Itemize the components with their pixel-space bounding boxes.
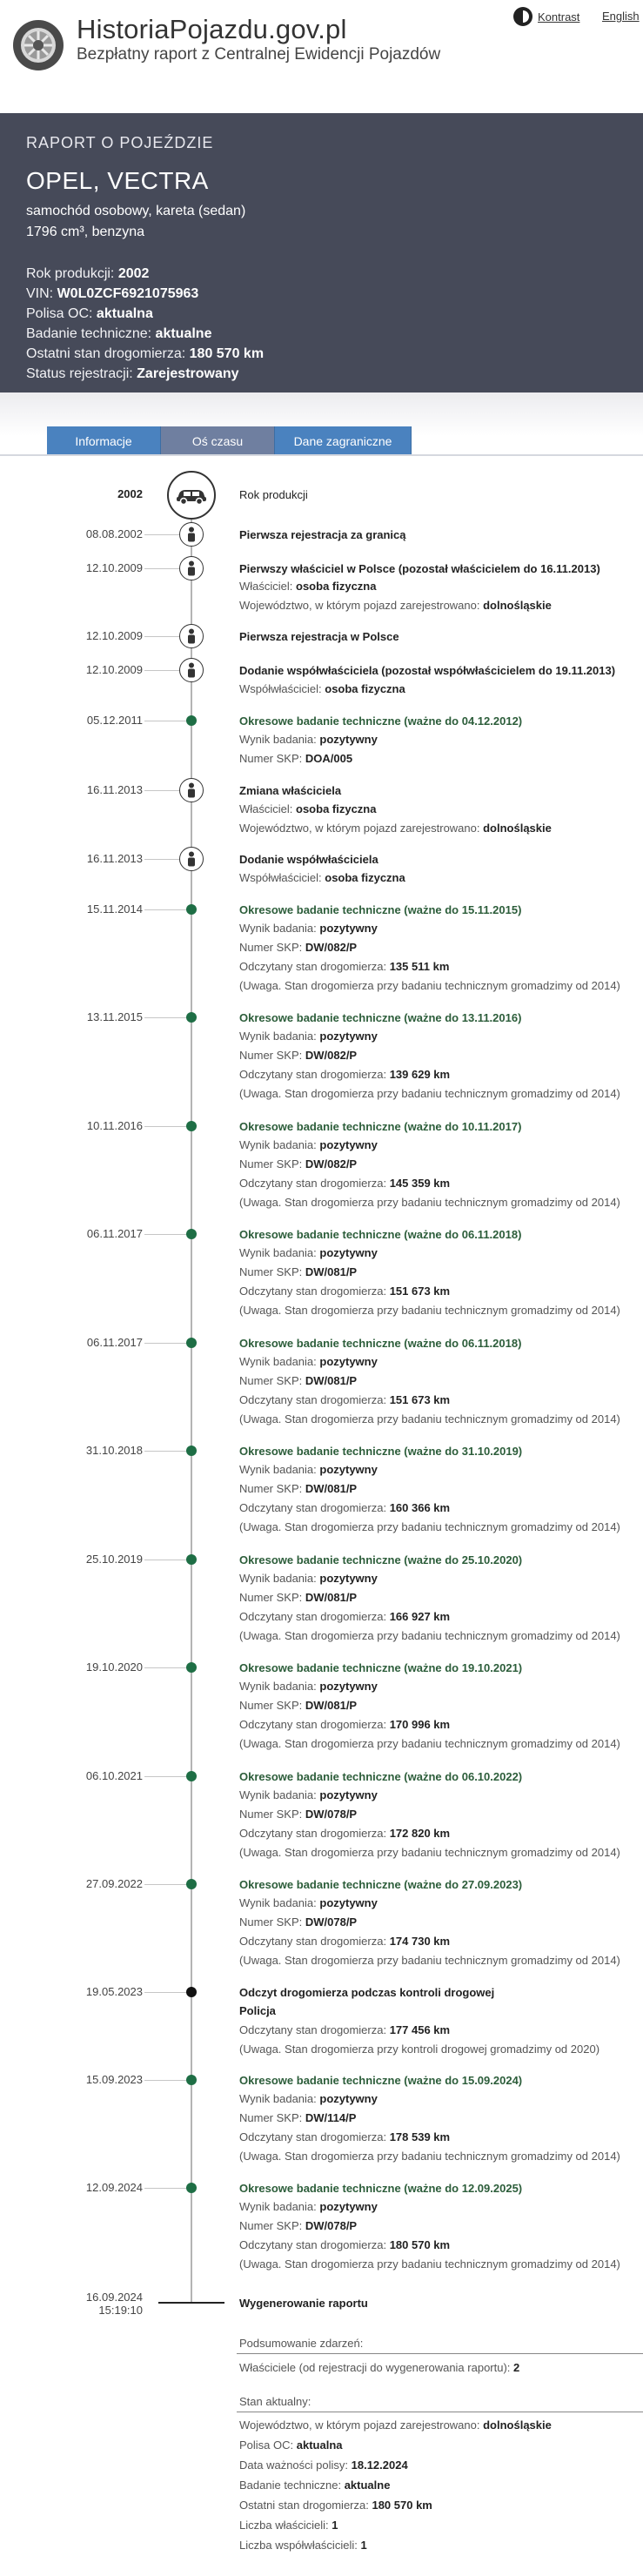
event-title: Zmiana właściciela	[239, 784, 342, 797]
event-date: 05.12.2011	[86, 714, 143, 727]
event-subtitle: Policja	[239, 2004, 276, 2017]
vin-number: VIN: W0L0ZCF6921075963	[26, 286, 199, 301]
event-detail: Odczytany stan drogomierza: 145 359 km	[239, 1177, 451, 1190]
event-detail: Wynik badania: pozytywny	[239, 1896, 378, 1909]
event-detail: Numer SKP: DW/081/P	[239, 1699, 358, 1712]
event-detail: Odczytany stan drogomierza: 160 366 km	[239, 1501, 451, 1514]
separator	[144, 1126, 191, 1127]
event-detail: Odczytany stan drogomierza: 170 996 km	[239, 1718, 451, 1731]
event-detail: Numer SKP: DW/082/P	[239, 1049, 358, 1062]
event-detail: Numer SKP: DW/081/P	[239, 1374, 358, 1387]
tabs-divider	[0, 454, 643, 456]
event-note: (Uwaga. Stan drogomierza przy badaniu technicznym gromadzimy od 2014)	[239, 1954, 620, 1967]
event-detail: Odczytany stan drogomierza: 180 570 km	[239, 2238, 451, 2251]
event-date: 15.11.2014	[86, 902, 143, 916]
event-detail: Odczytany stan drogomierza: 151 673 km	[239, 1285, 451, 1298]
event-detail: Numer SKP: DW/081/P	[239, 1482, 358, 1495]
contrast-label: Kontrast	[538, 10, 580, 23]
separator	[144, 1343, 191, 1344]
event-title: Okresowe badanie techniczne (ważne do 06.11.2018)	[239, 1337, 522, 1350]
event-title: Okresowe badanie techniczne (ważne do 06.10.2022)	[239, 1770, 523, 1783]
event-title: Okresowe badanie techniczne (ważne do 25.10.2020)	[239, 1553, 523, 1566]
event-detail: Wynik badania: pozytywny	[239, 2200, 378, 2213]
event-date: 16.11.2013	[86, 783, 143, 796]
event-detail: Województwo, w którym pojazd zarejestrowano: dolnośląskie	[239, 822, 552, 835]
event-detail: Numer SKP: DW/081/P	[239, 1265, 358, 1278]
inspection-dot-icon	[186, 1446, 197, 1456]
summary-inspection: Badanie techniczne: aktualne	[239, 2479, 391, 2492]
event-note: (Uwaga. Stan drogomierza przy badaniu technicznym gromadzimy od 2014)	[239, 1737, 620, 1750]
event-detail: Numer SKP: DW/082/P	[239, 1157, 358, 1171]
event-time: 15:19:10	[98, 2304, 143, 2317]
separator	[144, 1234, 191, 1235]
event-detail: Wynik badania: pozytywny	[239, 1246, 378, 1259]
inspection-dot-icon	[186, 1662, 197, 1673]
event-date: 12.10.2009	[85, 663, 143, 676]
event-title: Okresowe badanie techniczne (ważne do 15.09.2024)	[239, 2074, 523, 2087]
event-detail: Wynik badania: pozytywny	[239, 922, 378, 935]
event-title: Dodanie współwłaściciela (pozostał współwłaścicielem do 19.11.2013)	[239, 664, 616, 677]
inspection-status: Badanie techniczne: aktualne	[26, 326, 212, 341]
event-detail: Współwłaściciel: osoba fizyczna	[239, 682, 405, 695]
vehicle-engine: 1796 cm³, benzyna	[26, 225, 145, 239]
inspection-dot-icon	[186, 1879, 197, 1889]
report-summary-band	[0, 113, 643, 392]
event-title: Pierwsza rejestracja za granicą	[239, 528, 406, 541]
event-detail: Odczytany stan drogomierza: 178 539 km	[239, 2130, 451, 2143]
event-title: Okresowe badanie techniczne (ważne do 04.12.2012)	[239, 714, 523, 728]
event-title: Okresowe badanie techniczne (ważne do 12.09.2025)	[239, 2182, 523, 2195]
event-date: 19.10.2020	[85, 1660, 143, 1674]
separator	[144, 909, 191, 910]
event-date: 27.09.2022	[85, 1877, 143, 1890]
event-detail: Odczytany stan drogomierza: 174 730 km	[239, 1935, 451, 1948]
vehicle-type: samochód osobowy, kareta (sedan)	[26, 204, 246, 218]
person-icon	[179, 522, 204, 547]
event-date: 06.11.2017	[86, 1227, 143, 1240]
event-title: Okresowe badanie techniczne (ważne do 06.11.2018)	[239, 1228, 522, 1241]
separator	[144, 1776, 191, 1777]
inspection-dot-icon	[186, 904, 197, 915]
person-icon	[179, 556, 204, 580]
event-detail: Numer SKP: DOA/005	[239, 752, 353, 765]
inspection-dot-icon	[186, 1012, 197, 1023]
event-date: 12.09.2024	[85, 2181, 143, 2194]
event-date: 12.10.2009	[85, 561, 143, 574]
event-date: 19.05.2023	[85, 1985, 143, 1998]
event-detail: Wynik badania: pozytywny	[239, 1355, 378, 1368]
separator	[144, 1667, 191, 1668]
event-detail: Województwo, w którym pojazd zarejestrowano: dolnośląskie	[239, 599, 552, 612]
event-note: (Uwaga. Stan drogomierza przy badaniu technicznym gromadzimy od 2014)	[239, 979, 620, 992]
event-date: 16.11.2013	[86, 852, 143, 865]
summary-events-heading: Podsumowanie zdarzeń:	[239, 2337, 364, 2350]
report-label: RAPORT O POJEŹDZIE	[26, 134, 214, 151]
event-note: (Uwaga. Stan drogomierza przy badaniu technicznym gromadzimy od 2014)	[239, 2150, 620, 2163]
event-detail: Wynik badania: pozytywny	[239, 1572, 378, 1585]
inspection-dot-icon	[186, 2075, 197, 2085]
inspection-dot-icon	[186, 1554, 197, 1565]
event-note: (Uwaga. Stan drogomierza przy badaniu technicznym gromadzimy od 2014)	[239, 1304, 620, 1317]
oc-policy-status: Polisa OC: aktualna	[26, 306, 153, 321]
event-date: 15.09.2023	[85, 2073, 143, 2086]
event-date: 12.10.2009	[85, 629, 143, 642]
production-year: Rok produkcji: 2002	[26, 266, 150, 281]
event-note: (Uwaga. Stan drogomierza przy badaniu technicznym gromadzimy od 2014)	[239, 2257, 620, 2271]
event-title: Okresowe badanie techniczne (ważne do 15.11.2015)	[239, 903, 522, 916]
contrast-icon	[513, 7, 532, 26]
event-title: Pierwsza rejestracja w Polsce	[239, 630, 399, 643]
event-detail: Numer SKP: DW/078/P	[239, 2219, 358, 2232]
event-date: 13.11.2015	[86, 1010, 143, 1023]
event-detail: Numer SKP: DW/114/P	[239, 2111, 357, 2124]
summary-owner-count: Liczba właścicieli: 1	[239, 2519, 338, 2532]
event-date: 31.10.2018	[85, 1444, 143, 1457]
summary-divider	[237, 2353, 643, 2354]
event-title: Odczyt drogomierza podczas kontroli drogowej	[239, 1986, 495, 1999]
event-title: Wygenerowanie raportu	[239, 2297, 368, 2310]
wheel-logo-icon[interactable]	[12, 19, 64, 71]
separator	[144, 2080, 191, 2081]
inspection-dot-icon	[186, 1771, 197, 1781]
event-detail: Wynik badania: pozytywny	[239, 1463, 378, 1476]
inspection-dot-icon	[186, 715, 197, 726]
event-detail: Wynik badania: pozytywny	[239, 733, 378, 746]
event-title: Okresowe badanie techniczne (ważne do 13.11.2016)	[239, 1011, 522, 1024]
timeline-axis	[191, 480, 192, 2302]
site-title[interactable]: HistoriaPojazdu.gov.pl	[77, 14, 347, 44]
event-note: (Uwaga. Stan drogomierza przy badaniu technicznym gromadzimy od 2014)	[239, 1846, 620, 1859]
site-header	[0, 0, 643, 97]
event-date: 08.08.2002	[85, 527, 143, 540]
event-detail: Wynik badania: pozytywny	[239, 1788, 378, 1801]
event-detail: Wynik badania: pozytywny	[239, 1030, 378, 1043]
event-note: (Uwaga. Stan drogomierza przy badaniu technicznym gromadzimy od 2014)	[239, 1087, 620, 1100]
event-detail: Numer SKP: DW/081/P	[239, 1591, 358, 1604]
event-title: Okresowe badanie techniczne (ważne do 10.11.2017)	[239, 1120, 522, 1133]
summary-policy-date: Data ważności polisy: 18.12.2024	[239, 2459, 408, 2472]
tab-dane-zagraniczne[interactable]: Dane zagraniczne	[275, 426, 412, 455]
separator	[144, 2188, 191, 2189]
inspection-dot-icon	[186, 1121, 197, 1131]
inspection-dot-icon	[186, 2183, 197, 2193]
summary-owners: Właściciele (od rejestracji do wygenerowania raportu): 2	[239, 2361, 520, 2374]
separator	[144, 1017, 191, 1018]
police-check-dot-icon	[186, 1987, 197, 1997]
event-detail: Właściciel: osoba fizyczna	[239, 580, 377, 593]
summary-odometer: Ostatni stan drogomierza: 180 570 km	[239, 2499, 432, 2512]
separator	[144, 1451, 191, 1452]
event-date: 10.11.2016	[86, 1119, 143, 1132]
vehicle-make-model: OPEL, VECTRA	[26, 167, 209, 194]
event-detail: Numer SKP: DW/078/P	[239, 1915, 358, 1929]
event-note: (Uwaga. Stan drogomierza przy badaniu technicznym gromadzimy od 2014)	[239, 1196, 620, 1209]
registration-status: Status rejestracji: Zarejestrowany	[26, 366, 239, 381]
event-detail: Odczytany stan drogomierza: 172 820 km	[239, 1827, 451, 1840]
site-subtitle: Bezpłatny raport z Centralnej Ewidencji Pojazdów	[77, 45, 441, 64]
event-date: 25.10.2019	[85, 1553, 143, 1566]
event-detail: Właściciel: osoba fizyczna	[239, 802, 377, 815]
person-icon	[179, 778, 204, 802]
event-detail: Współwłaściciel: osoba fizyczna	[239, 871, 405, 884]
event-detail: Odczytany stan drogomierza: 151 673 km	[239, 1393, 451, 1406]
tab-informacje[interactable]: Informacje	[47, 426, 161, 455]
production-title: Rok produkcji	[239, 488, 308, 501]
event-detail: Odczytany stan drogomierza: 135 511 km	[239, 960, 450, 973]
event-note: (Uwaga. Stan drogomierza przy kontroli drogowej gromadzimy od 2020)	[239, 2043, 600, 2056]
event-title: Okresowe badanie techniczne (ważne do 27.09.2023)	[239, 1878, 523, 1891]
inspection-dot-icon	[186, 1338, 197, 1348]
summary-current-heading: Stan aktualny:	[239, 2395, 311, 2408]
report-tabs	[47, 426, 412, 455]
tab-os-czasu[interactable]: Oś czasu	[161, 426, 275, 455]
event-note: (Uwaga. Stan drogomierza przy badaniu technicznym gromadzimy od 2014)	[239, 1520, 620, 1533]
event-title: Dodanie współwłaściciela	[239, 853, 378, 866]
person-icon	[179, 658, 204, 682]
contrast-toggle[interactable]	[513, 7, 579, 26]
event-title: Pierwszy właściciel w Polsce (pozostał właścicielem do 16.11.2013)	[239, 562, 600, 575]
event-note: (Uwaga. Stan drogomierza przy badaniu technicznym gromadzimy od 2014)	[239, 1412, 620, 1426]
summary-voivodeship: Województwo, w którym pojazd zarejestrowano: dolnośląskie	[239, 2418, 552, 2432]
event-detail: Numer SKP: DW/082/P	[239, 941, 358, 954]
summary-oc: Polisa OC: aktualna	[239, 2438, 343, 2452]
production-date: 2002	[117, 487, 143, 500]
odometer-status: Ostatni stan drogomierza: 180 570 km	[26, 346, 265, 361]
event-date: 06.11.2017	[86, 1336, 143, 1349]
inspection-dot-icon	[186, 1229, 197, 1239]
event-detail: Odczytany stan drogomierza: 177 456 km	[239, 2023, 451, 2036]
language-switch-link[interactable]: English	[602, 10, 640, 23]
event-detail: Wynik badania: pozytywny	[239, 1680, 378, 1693]
timeline-end-cap	[158, 2302, 224, 2304]
summary-coowner-count: Liczba współwłaścicieli: 1	[239, 2539, 367, 2552]
event-detail: Odczytany stan drogomierza: 166 927 km	[239, 1610, 451, 1623]
event-detail: Numer SKP: DW/078/P	[239, 1808, 358, 1821]
car-icon	[167, 471, 216, 520]
event-date: 06.10.2021	[85, 1769, 143, 1782]
person-icon	[179, 624, 204, 648]
event-title: Okresowe badanie techniczne (ważne do 19.10.2021)	[239, 1661, 523, 1674]
event-detail: Odczytany stan drogomierza: 139 629 km	[239, 1068, 451, 1081]
separator	[144, 1884, 191, 1885]
event-date: 16.09.2024	[85, 2291, 143, 2304]
event-detail: Wynik badania: pozytywny	[239, 1138, 378, 1151]
event-detail: Wynik badania: pozytywny	[239, 2092, 378, 2105]
event-title: Okresowe badanie techniczne (ważne do 31.10.2019)	[239, 1445, 523, 1458]
person-icon	[179, 847, 204, 871]
separator	[144, 1992, 191, 1993]
event-note: (Uwaga. Stan drogomierza przy badaniu technicznym gromadzimy od 2014)	[239, 1629, 620, 1642]
